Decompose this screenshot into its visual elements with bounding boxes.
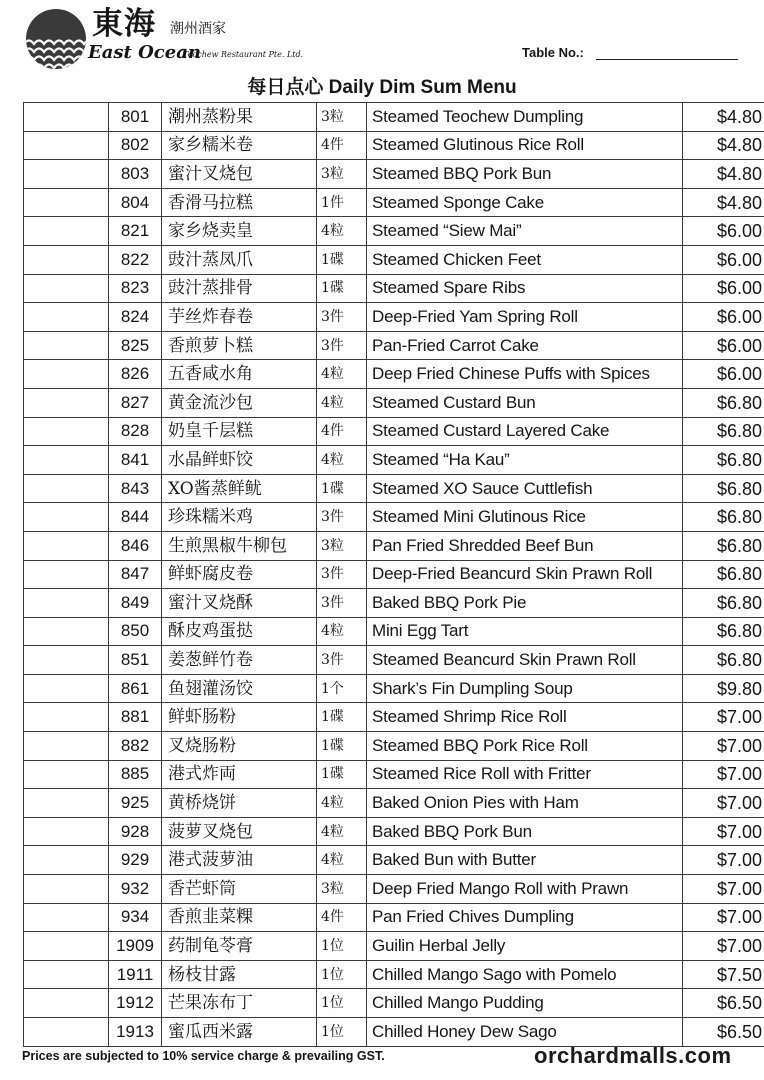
item-code: 847 bbox=[109, 560, 162, 589]
item-name-chinese: 杨枝甘露 bbox=[162, 960, 317, 989]
item-quantity: 1碟 bbox=[317, 245, 367, 274]
item-code: 881 bbox=[109, 703, 162, 732]
item-name-chinese: 香煎萝卜糕 bbox=[162, 331, 317, 360]
item-price: $6.80 bbox=[683, 560, 764, 589]
item-price: $6.80 bbox=[683, 646, 764, 675]
menu-row bbox=[24, 303, 764, 332]
item-name-english: Steamed “Siew Mai” bbox=[367, 217, 683, 246]
source-watermark: orchardmalls.com bbox=[534, 1043, 732, 1068]
brand-english-name: East Ocean bbox=[88, 42, 201, 63]
item-price: $6.80 bbox=[683, 474, 764, 503]
menu-row bbox=[24, 789, 764, 818]
item-price: $6.80 bbox=[683, 617, 764, 646]
item-name-english: Baked BBQ Pork Bun bbox=[367, 817, 683, 846]
item-name-chinese: XO酱蒸鲜鱿 bbox=[162, 474, 317, 503]
item-code: 1913 bbox=[109, 1018, 162, 1047]
item-quantity: 4粒 bbox=[317, 846, 367, 875]
item-price: $9.80 bbox=[683, 674, 764, 703]
item-name-english: Chilled Mango Sago with Pomelo bbox=[367, 960, 683, 989]
item-code: 846 bbox=[109, 531, 162, 560]
item-name-english: Steamed Custard Bun bbox=[367, 388, 683, 417]
row-marker-cell bbox=[24, 446, 109, 475]
row-marker-cell bbox=[24, 589, 109, 618]
item-code: 821 bbox=[109, 217, 162, 246]
item-name-chinese: 鱼翅灌汤饺 bbox=[162, 674, 317, 703]
menu-row bbox=[24, 188, 764, 217]
item-name-chinese: 鲜虾肠粉 bbox=[162, 703, 317, 732]
item-name-chinese: 水晶鲜虾饺 bbox=[162, 446, 317, 475]
item-code: 825 bbox=[109, 331, 162, 360]
item-quantity: 3件 bbox=[317, 503, 367, 532]
item-name-english: Mini Egg Tart bbox=[367, 617, 683, 646]
item-name-english: Guilin Herbal Jelly bbox=[367, 932, 683, 961]
item-price: $6.00 bbox=[683, 303, 764, 332]
item-name-english: Baked Onion Pies with Ham bbox=[367, 789, 683, 818]
item-name-english: Deep-Fried Beancurd Skin Prawn Roll bbox=[367, 560, 683, 589]
row-marker-cell bbox=[24, 531, 109, 560]
item-price: $6.00 bbox=[683, 274, 764, 303]
item-name-english: Steamed Glutinous Rice Roll bbox=[367, 131, 683, 160]
item-price: $6.00 bbox=[683, 360, 764, 389]
service-charge-note: Prices are subjected to 10% service charge & prevailing GST. bbox=[22, 1049, 385, 1063]
item-quantity: 4粒 bbox=[317, 817, 367, 846]
item-code: 826 bbox=[109, 360, 162, 389]
item-price: $4.80 bbox=[683, 188, 764, 217]
item-name-chinese: 奶皇千层糕 bbox=[162, 417, 317, 446]
item-quantity: 4粒 bbox=[317, 446, 367, 475]
item-name-english: Steamed BBQ Pork Rice Roll bbox=[367, 732, 683, 761]
item-price: $7.00 bbox=[683, 817, 764, 846]
item-name-english: Baked Bun with Butter bbox=[367, 846, 683, 875]
item-quantity: 1碟 bbox=[317, 474, 367, 503]
menu-row bbox=[24, 160, 764, 189]
brand-chinese-subtitle: 潮州酒家 bbox=[170, 21, 226, 37]
item-quantity: 4件 bbox=[317, 417, 367, 446]
menu-row bbox=[24, 245, 764, 274]
item-code: 925 bbox=[109, 789, 162, 818]
item-name-english: Steamed “Ha Kau” bbox=[367, 446, 683, 475]
row-marker-cell bbox=[24, 274, 109, 303]
item-code: 882 bbox=[109, 732, 162, 761]
menu-row bbox=[24, 131, 764, 160]
row-marker-cell bbox=[24, 360, 109, 389]
item-quantity: 3件 bbox=[317, 560, 367, 589]
item-name-english: Deep Fried Chinese Puffs with Spices bbox=[367, 360, 683, 389]
item-code: 802 bbox=[109, 131, 162, 160]
item-price: $4.80 bbox=[683, 160, 764, 189]
item-name-chinese: 叉烧肠粉 bbox=[162, 732, 317, 761]
item-name-chinese: 豉汁蒸凤爪 bbox=[162, 245, 317, 274]
item-code: 928 bbox=[109, 817, 162, 846]
item-name-english: Chilled Honey Dew Sago bbox=[367, 1018, 683, 1047]
menu-row bbox=[24, 274, 764, 303]
item-code: 801 bbox=[109, 103, 162, 132]
item-name-chinese: 芒果冻布丁 bbox=[162, 989, 317, 1018]
row-marker-cell bbox=[24, 732, 109, 761]
item-name-chinese: 蜜汁叉烧包 bbox=[162, 160, 317, 189]
row-marker-cell bbox=[24, 760, 109, 789]
menu-row bbox=[24, 903, 764, 932]
item-quantity: 1位 bbox=[317, 932, 367, 961]
item-quantity: 4件 bbox=[317, 903, 367, 932]
item-code: 885 bbox=[109, 760, 162, 789]
item-name-english: Steamed Sponge Cake bbox=[367, 188, 683, 217]
item-name-chinese: 姜葱鲜竹卷 bbox=[162, 646, 317, 675]
item-price: $6.00 bbox=[683, 331, 764, 360]
brand-english-subtitle: Teochew Restaurant Pte. Ltd. bbox=[183, 50, 304, 59]
row-marker-cell bbox=[24, 103, 109, 132]
item-code: 1909 bbox=[109, 932, 162, 961]
menu-row bbox=[24, 817, 764, 846]
item-price: $7.00 bbox=[683, 732, 764, 761]
menu-row bbox=[24, 360, 764, 389]
item-quantity: 1碟 bbox=[317, 732, 367, 761]
item-quantity: 4粒 bbox=[317, 360, 367, 389]
item-name-chinese: 港式炸両 bbox=[162, 760, 317, 789]
item-price: $7.00 bbox=[683, 760, 764, 789]
item-code: 843 bbox=[109, 474, 162, 503]
menu-row bbox=[24, 989, 764, 1018]
item-quantity: 1个 bbox=[317, 674, 367, 703]
item-name-english: Steamed Spare Ribs bbox=[367, 274, 683, 303]
item-quantity: 3粒 bbox=[317, 875, 367, 904]
item-name-chinese: 港式菠萝油 bbox=[162, 846, 317, 875]
item-name-chinese: 黄桥烧饼 bbox=[162, 789, 317, 818]
item-quantity: 1碟 bbox=[317, 703, 367, 732]
menu-row bbox=[24, 960, 764, 989]
item-quantity: 3件 bbox=[317, 589, 367, 618]
row-marker-cell bbox=[24, 217, 109, 246]
row-marker-cell bbox=[24, 646, 109, 675]
row-marker-cell bbox=[24, 617, 109, 646]
item-quantity: 4粒 bbox=[317, 617, 367, 646]
item-price: $6.80 bbox=[683, 417, 764, 446]
menu-row bbox=[24, 417, 764, 446]
menu-row bbox=[24, 932, 764, 961]
item-price: $6.80 bbox=[683, 589, 764, 618]
item-price: $6.50 bbox=[683, 989, 764, 1018]
dim-sum-menu-table bbox=[23, 102, 764, 1047]
item-code: 850 bbox=[109, 617, 162, 646]
item-name-english: Steamed Custard Layered Cake bbox=[367, 417, 683, 446]
item-name-english: Steamed Teochew Dumpling bbox=[367, 103, 683, 132]
item-name-english: Steamed Rice Roll with Fritter bbox=[367, 760, 683, 789]
menu-row bbox=[24, 846, 764, 875]
item-price: $7.00 bbox=[683, 932, 764, 961]
item-code: 824 bbox=[109, 303, 162, 332]
menu-row bbox=[24, 531, 764, 560]
item-quantity: 3粒 bbox=[317, 531, 367, 560]
item-name-chinese: 鲜虾腐皮卷 bbox=[162, 560, 317, 589]
menu-title: 每日点心 Daily Dim Sum Menu bbox=[247, 77, 517, 98]
item-name-chinese: 酥皮鸡蛋挞 bbox=[162, 617, 317, 646]
item-price: $6.80 bbox=[683, 531, 764, 560]
row-marker-cell bbox=[24, 1018, 109, 1047]
row-marker-cell bbox=[24, 846, 109, 875]
menu-row bbox=[24, 875, 764, 904]
item-name-chinese: 菠萝叉烧包 bbox=[162, 817, 317, 846]
row-marker-cell bbox=[24, 903, 109, 932]
item-name-chinese: 黄金流沙包 bbox=[162, 388, 317, 417]
item-name-chinese: 五香咸水角 bbox=[162, 360, 317, 389]
item-name-english: Chilled Mango Pudding bbox=[367, 989, 683, 1018]
menu-row bbox=[24, 617, 764, 646]
item-code: 1912 bbox=[109, 989, 162, 1018]
item-quantity: 4粒 bbox=[317, 388, 367, 417]
item-name-english: Deep-Fried Yam Spring Roll bbox=[367, 303, 683, 332]
item-code: 929 bbox=[109, 846, 162, 875]
item-code: 861 bbox=[109, 674, 162, 703]
item-code: 804 bbox=[109, 188, 162, 217]
item-name-english: Pan-Fried Carrot Cake bbox=[367, 331, 683, 360]
item-name-english: Baked BBQ Pork Pie bbox=[367, 589, 683, 618]
item-code: 932 bbox=[109, 875, 162, 904]
item-code: 822 bbox=[109, 245, 162, 274]
item-name-english: Steamed Mini Glutinous Rice bbox=[367, 503, 683, 532]
item-quantity: 3件 bbox=[317, 646, 367, 675]
item-name-chinese: 蜜汁叉烧酥 bbox=[162, 589, 317, 618]
item-price: $6.00 bbox=[683, 217, 764, 246]
menu-row bbox=[24, 103, 764, 132]
row-marker-cell bbox=[24, 331, 109, 360]
row-marker-cell bbox=[24, 388, 109, 417]
item-name-english: Shark’s Fin Dumpling Soup bbox=[367, 674, 683, 703]
item-code: 1911 bbox=[109, 960, 162, 989]
item-code: 803 bbox=[109, 160, 162, 189]
item-name-chinese: 香煎韭菜粿 bbox=[162, 903, 317, 932]
item-quantity: 1位 bbox=[317, 960, 367, 989]
item-name-english: Steamed XO Sauce Cuttlefish bbox=[367, 474, 683, 503]
wave-logo-icon bbox=[22, 8, 90, 70]
menu-row bbox=[24, 446, 764, 475]
menu-row bbox=[24, 646, 764, 675]
row-marker-cell bbox=[24, 789, 109, 818]
row-marker-cell bbox=[24, 875, 109, 904]
item-price: $7.00 bbox=[683, 703, 764, 732]
menu-row bbox=[24, 474, 764, 503]
row-marker-cell bbox=[24, 703, 109, 732]
item-price: $6.50 bbox=[683, 1018, 764, 1047]
item-name-chinese: 香滑马拉糕 bbox=[162, 188, 317, 217]
item-name-chinese: 家乡糯米卷 bbox=[162, 131, 317, 160]
row-marker-cell bbox=[24, 674, 109, 703]
item-quantity: 1位 bbox=[317, 1018, 367, 1047]
item-name-english: Steamed Chicken Feet bbox=[367, 245, 683, 274]
item-quantity: 1件 bbox=[317, 188, 367, 217]
row-marker-cell bbox=[24, 131, 109, 160]
row-marker-cell bbox=[24, 560, 109, 589]
row-marker-cell bbox=[24, 245, 109, 274]
item-code: 841 bbox=[109, 446, 162, 475]
menu-row bbox=[24, 703, 764, 732]
row-marker-cell bbox=[24, 160, 109, 189]
item-name-chinese: 珍珠糯米鸡 bbox=[162, 503, 317, 532]
item-price: $7.00 bbox=[683, 789, 764, 818]
item-name-chinese: 蜜瓜西米露 bbox=[162, 1018, 317, 1047]
row-marker-cell bbox=[24, 417, 109, 446]
item-code: 849 bbox=[109, 589, 162, 618]
item-quantity: 4粒 bbox=[317, 789, 367, 818]
item-name-english: Deep Fried Mango Roll with Prawn bbox=[367, 875, 683, 904]
table-number-field[interactable] bbox=[596, 59, 738, 60]
item-quantity: 4件 bbox=[317, 131, 367, 160]
item-quantity: 3粒 bbox=[317, 103, 367, 132]
item-price: $4.80 bbox=[683, 131, 764, 160]
item-code: 823 bbox=[109, 274, 162, 303]
item-quantity: 3件 bbox=[317, 331, 367, 360]
item-quantity: 4粒 bbox=[317, 217, 367, 246]
menu-row bbox=[24, 331, 764, 360]
menu-row bbox=[24, 732, 764, 761]
item-price: $7.00 bbox=[683, 903, 764, 932]
item-quantity: 3件 bbox=[317, 303, 367, 332]
menu-row bbox=[24, 589, 764, 618]
item-name-english: Pan Fried Shredded Beef Bun bbox=[367, 531, 683, 560]
row-marker-cell bbox=[24, 503, 109, 532]
item-name-english: Steamed BBQ Pork Bun bbox=[367, 160, 683, 189]
row-marker-cell bbox=[24, 817, 109, 846]
row-marker-cell bbox=[24, 474, 109, 503]
row-marker-cell bbox=[24, 303, 109, 332]
menu-row bbox=[24, 388, 764, 417]
item-price: $7.00 bbox=[683, 846, 764, 875]
item-name-chinese: 芋丝炸春卷 bbox=[162, 303, 317, 332]
item-price: $6.80 bbox=[683, 503, 764, 532]
row-marker-cell bbox=[24, 989, 109, 1018]
item-price: $6.80 bbox=[683, 388, 764, 417]
item-name-chinese: 豉汁蒸排骨 bbox=[162, 274, 317, 303]
menu-row bbox=[24, 560, 764, 589]
item-price: $7.50 bbox=[683, 960, 764, 989]
item-name-chinese: 潮州蒸粉果 bbox=[162, 103, 317, 132]
item-code: 934 bbox=[109, 903, 162, 932]
menu-row bbox=[24, 760, 764, 789]
item-price: $6.80 bbox=[683, 446, 764, 475]
brand-chinese-name: 東海 bbox=[92, 6, 156, 42]
item-name-english: Steamed Shrimp Rice Roll bbox=[367, 703, 683, 732]
item-price: $7.00 bbox=[683, 875, 764, 904]
menu-row bbox=[24, 217, 764, 246]
item-price: $4.80 bbox=[683, 103, 764, 132]
item-name-english: Pan Fried Chives Dumpling bbox=[367, 903, 683, 932]
menu-row bbox=[24, 674, 764, 703]
item-code: 851 bbox=[109, 646, 162, 675]
row-marker-cell bbox=[24, 188, 109, 217]
row-marker-cell bbox=[24, 960, 109, 989]
menu-row bbox=[24, 503, 764, 532]
item-code: 827 bbox=[109, 388, 162, 417]
item-quantity: 1碟 bbox=[317, 274, 367, 303]
item-name-chinese: 香芒虾筒 bbox=[162, 875, 317, 904]
menu-row bbox=[24, 1018, 764, 1047]
item-name-english: Steamed Beancurd Skin Prawn Roll bbox=[367, 646, 683, 675]
table-number-label: Table No.: bbox=[522, 45, 584, 60]
row-marker-cell bbox=[24, 932, 109, 961]
item-quantity: 1位 bbox=[317, 989, 367, 1018]
item-code: 828 bbox=[109, 417, 162, 446]
item-name-chinese: 家乡烧卖皇 bbox=[162, 217, 317, 246]
item-name-chinese: 药制龟苓膏 bbox=[162, 932, 317, 961]
item-name-chinese: 生煎黑椒牛柳包 bbox=[162, 531, 317, 560]
item-quantity: 1碟 bbox=[317, 760, 367, 789]
item-quantity: 3粒 bbox=[317, 160, 367, 189]
item-code: 844 bbox=[109, 503, 162, 532]
item-price: $6.00 bbox=[683, 245, 764, 274]
